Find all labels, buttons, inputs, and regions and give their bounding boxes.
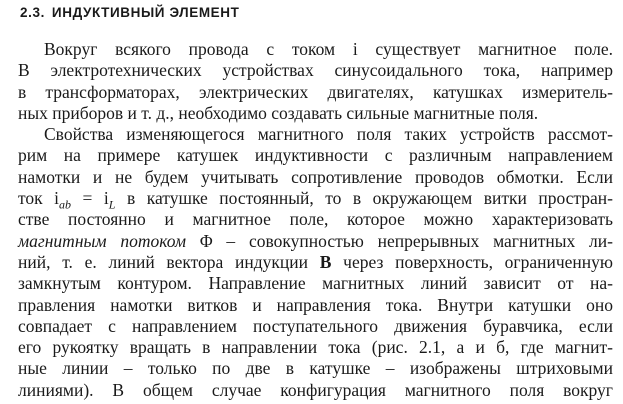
text-part: Φ – совокупностью непрерывных магнитных ли- [186, 230, 613, 251]
section-title: ИНДУКТИВНЫЙ ЭЛЕМЕНТ [51, 5, 240, 20]
text-line: В электротехнических устройствах синусоидального тока, например [18, 60, 613, 81]
text-line: совпадает с направлением поступательного движения буравчика, если [18, 315, 613, 336]
text-line: его рукоятку вращать в направлении тока (рис. 2.1, а и б, где магнит- [18, 337, 613, 358]
text-line: стве постоянно и магнитное поле, которое можно характеризовать [18, 209, 613, 230]
text-part: ний, т. е. линий вектора индукции [18, 251, 320, 272]
section-heading [20, 5, 615, 21]
formula-part: ток i [18, 188, 60, 209]
text-line: в трансформаторах, электрических двигателях, катушках измеритель- [18, 81, 613, 102]
text-line-formula [18, 188, 614, 212]
formula-part: = i [71, 188, 109, 209]
term-emphasis: магнитным потоком [18, 230, 186, 251]
section-number: 2.3. [20, 5, 45, 20]
text-line: рим на примере катушек индуктивности с различным направлением [18, 145, 613, 166]
text-line: ные линии – только по две в катушке – изображены штриховыми [18, 358, 613, 379]
formula-subscript: ab [59, 197, 72, 212]
formula-subscript: L [108, 197, 116, 212]
text-line: правления намотки витков и направления тока. Внутри катушки оно [18, 294, 613, 315]
formula-part: в катушке постоянный, то в окружающем витки простран- [115, 188, 614, 209]
text-line-vector [18, 252, 613, 273]
text-line-term [18, 231, 613, 252]
text-line: ных приборов и т. д., необходимо создавать сильные магнитные поля. [18, 102, 539, 123]
body-text [18, 39, 615, 401]
text-part: через поверхность, ограниченную [331, 251, 613, 272]
text-line: Вокруг всякого провода с током i существует магнитное поле. [44, 39, 613, 59]
text-line: Свойства изменяющегося магнитного поля таких устройств рассмот- [44, 124, 613, 145]
vector-symbol: B [319, 251, 332, 272]
text-line: замкнутым контуром. Направление магнитных линий зависит от на- [18, 273, 613, 294]
text-line: линиями). В общем случае конфигурация магнитного поля вокруг [18, 379, 613, 400]
text-line: намотки и не будем учитывать сопротивление проводов обмотки. Если [18, 166, 613, 187]
